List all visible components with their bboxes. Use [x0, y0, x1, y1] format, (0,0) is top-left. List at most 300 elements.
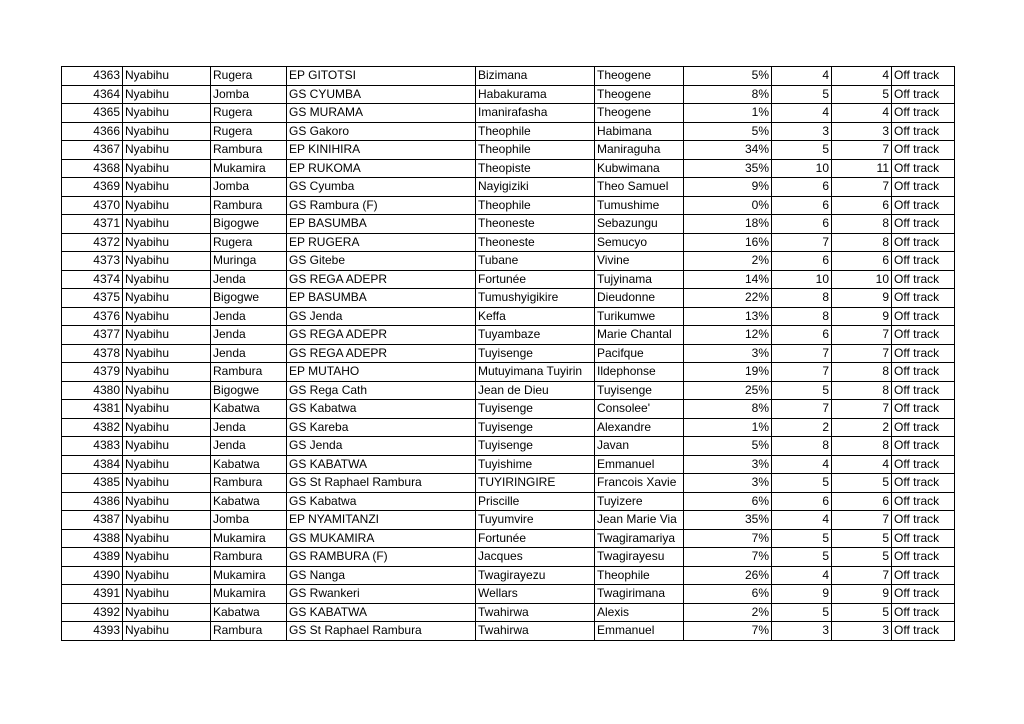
cell-school: EP BASUMBA — [287, 215, 476, 234]
cell-district: Nyabihu — [123, 400, 211, 419]
cell-score-a: 6 — [772, 492, 832, 511]
cell-last-name: Tuyishime — [476, 455, 595, 474]
cell-percent: 7% — [684, 529, 772, 548]
cell-district: Nyabihu — [123, 381, 211, 400]
cell-school: GS Kabatwa — [287, 492, 476, 511]
cell-row-id: 4387 — [62, 511, 123, 530]
cell-sector: Rambura — [211, 363, 287, 382]
cell-sector: Rambura — [211, 196, 287, 215]
cell-last-name: Jacques — [476, 548, 595, 567]
cell-first-name: Theogene — [595, 104, 684, 123]
cell-last-name: Theoneste — [476, 215, 595, 234]
cell-status: Off track — [892, 363, 955, 382]
cell-first-name: Ildephonse — [595, 363, 684, 382]
cell-school: GS Nanga — [287, 566, 476, 585]
cell-row-id: 4380 — [62, 381, 123, 400]
cell-score-b: 5 — [832, 548, 892, 567]
cell-status: Off track — [892, 603, 955, 622]
cell-school: GS Kareba — [287, 418, 476, 437]
cell-row-id: 4383 — [62, 437, 123, 456]
cell-percent: 6% — [684, 585, 772, 604]
cell-percent: 3% — [684, 474, 772, 493]
cell-percent: 25% — [684, 381, 772, 400]
table-row — [62, 178, 955, 197]
cell-score-a: 7 — [772, 233, 832, 252]
cell-first-name: Alexis — [595, 603, 684, 622]
cell-row-id: 4390 — [62, 566, 123, 585]
cell-last-name: Theoneste — [476, 233, 595, 252]
cell-first-name: Tuyizere — [595, 492, 684, 511]
cell-district: Nyabihu — [123, 104, 211, 123]
cell-row-id: 4369 — [62, 178, 123, 197]
cell-status: Off track — [892, 511, 955, 530]
cell-district: Nyabihu — [123, 363, 211, 382]
table-row — [62, 196, 955, 215]
cell-first-name: Maniraguha — [595, 141, 684, 160]
table-row — [62, 511, 955, 530]
table-row — [62, 585, 955, 604]
cell-percent: 9% — [684, 178, 772, 197]
cell-score-a: 6 — [772, 326, 832, 345]
cell-first-name: Theophile — [595, 566, 684, 585]
cell-last-name: Imanirafasha — [476, 104, 595, 123]
cell-status: Off track — [892, 215, 955, 234]
cell-score-b: 4 — [832, 67, 892, 86]
table-row — [62, 437, 955, 456]
cell-last-name: Tuyisenge — [476, 437, 595, 456]
cell-last-name: Twahirwa — [476, 622, 595, 641]
cell-percent: 7% — [684, 622, 772, 641]
cell-sector: Kabatwa — [211, 603, 287, 622]
cell-district: Nyabihu — [123, 307, 211, 326]
table-row — [62, 307, 955, 326]
cell-score-a: 6 — [772, 178, 832, 197]
data-table — [61, 66, 955, 641]
cell-school: GS REGA ADEPR — [287, 344, 476, 363]
cell-sector: Kabatwa — [211, 400, 287, 419]
cell-school: EP KINIHIRA — [287, 141, 476, 160]
table-row — [62, 252, 955, 271]
cell-first-name: Pacifque — [595, 344, 684, 363]
cell-first-name: Turikumwe — [595, 307, 684, 326]
cell-row-id: 4373 — [62, 252, 123, 271]
cell-percent: 2% — [684, 252, 772, 271]
cell-score-b: 8 — [832, 363, 892, 382]
cell-score-b: 9 — [832, 307, 892, 326]
cell-percent: 3% — [684, 344, 772, 363]
cell-first-name: Twagirimana — [595, 585, 684, 604]
cell-sector: Rugera — [211, 104, 287, 123]
cell-district: Nyabihu — [123, 622, 211, 641]
cell-school: GS Jenda — [287, 437, 476, 456]
cell-row-id: 4378 — [62, 344, 123, 363]
cell-first-name: Dieudonne — [595, 289, 684, 308]
cell-sector: Mukamira — [211, 585, 287, 604]
cell-row-id: 4393 — [62, 622, 123, 641]
table-row — [62, 381, 955, 400]
cell-school: GS REGA ADEPR — [287, 270, 476, 289]
cell-first-name: Tuyisenge — [595, 381, 684, 400]
cell-percent: 3% — [684, 455, 772, 474]
cell-last-name: Habakurama — [476, 85, 595, 104]
cell-row-id: 4375 — [62, 289, 123, 308]
cell-district: Nyabihu — [123, 196, 211, 215]
cell-last-name: Tumushyigikire — [476, 289, 595, 308]
cell-school: GS Rambura (F) — [287, 196, 476, 215]
cell-status: Off track — [892, 437, 955, 456]
cell-first-name: Consolee' — [595, 400, 684, 419]
cell-district: Nyabihu — [123, 585, 211, 604]
table-row — [62, 289, 955, 308]
cell-status: Off track — [892, 270, 955, 289]
cell-score-a: 5 — [772, 141, 832, 160]
table-row — [62, 548, 955, 567]
cell-score-a: 5 — [772, 529, 832, 548]
cell-district: Nyabihu — [123, 418, 211, 437]
cell-district: Nyabihu — [123, 492, 211, 511]
table-row — [62, 85, 955, 104]
cell-row-id: 4372 — [62, 233, 123, 252]
cell-district: Nyabihu — [123, 566, 211, 585]
cell-score-a: 4 — [772, 455, 832, 474]
cell-school: GS MUKAMIRA — [287, 529, 476, 548]
cell-score-b: 7 — [832, 178, 892, 197]
table-row — [62, 104, 955, 123]
cell-sector: Mukamira — [211, 566, 287, 585]
cell-school: EP MUTAHO — [287, 363, 476, 382]
cell-percent: 26% — [684, 566, 772, 585]
cell-school: GS Cyumba — [287, 178, 476, 197]
cell-first-name: Semucyo — [595, 233, 684, 252]
cell-score-b: 7 — [832, 566, 892, 585]
table-row — [62, 326, 955, 345]
cell-first-name: Twagirayesu — [595, 548, 684, 567]
cell-score-a: 5 — [772, 85, 832, 104]
cell-status: Off track — [892, 566, 955, 585]
cell-last-name: Tuyumvire — [476, 511, 595, 530]
cell-district: Nyabihu — [123, 289, 211, 308]
cell-sector: Jenda — [211, 326, 287, 345]
cell-score-b: 5 — [832, 529, 892, 548]
cell-sector: Rambura — [211, 474, 287, 493]
cell-percent: 35% — [684, 511, 772, 530]
cell-row-id: 4381 — [62, 400, 123, 419]
cell-district: Nyabihu — [123, 215, 211, 234]
cell-first-name: Habimana — [595, 122, 684, 141]
table-row — [62, 122, 955, 141]
cell-last-name: Tubane — [476, 252, 595, 271]
cell-last-name: Tuyisenge — [476, 400, 595, 419]
cell-score-b: 9 — [832, 585, 892, 604]
table-row — [62, 233, 955, 252]
table-row — [62, 141, 955, 160]
cell-school: GS St Raphael Rambura — [287, 474, 476, 493]
cell-school: GS St Raphael Rambura — [287, 622, 476, 641]
cell-row-id: 4391 — [62, 585, 123, 604]
cell-score-b: 3 — [832, 122, 892, 141]
cell-percent: 19% — [684, 363, 772, 382]
cell-first-name: Jean Marie Via — [595, 511, 684, 530]
cell-district: Nyabihu — [123, 141, 211, 160]
table-body — [62, 67, 955, 641]
cell-sector: Kabatwa — [211, 455, 287, 474]
cell-school: GS MURAMA — [287, 104, 476, 123]
cell-percent: 16% — [684, 233, 772, 252]
cell-percent: 8% — [684, 400, 772, 419]
cell-score-a: 3 — [772, 122, 832, 141]
cell-score-a: 10 — [772, 159, 832, 178]
cell-sector: Mukamira — [211, 159, 287, 178]
cell-last-name: Priscille — [476, 492, 595, 511]
cell-status: Off track — [892, 400, 955, 419]
cell-percent: 2% — [684, 603, 772, 622]
cell-school: GS Gitebe — [287, 252, 476, 271]
cell-last-name: Theophile — [476, 122, 595, 141]
cell-school: GS Rega Cath — [287, 381, 476, 400]
cell-district: Nyabihu — [123, 85, 211, 104]
cell-score-a: 5 — [772, 548, 832, 567]
cell-score-a: 7 — [772, 344, 832, 363]
cell-score-b: 8 — [832, 381, 892, 400]
cell-score-a: 5 — [772, 603, 832, 622]
cell-sector: Bigogwe — [211, 215, 287, 234]
cell-school: EP BASUMBA — [287, 289, 476, 308]
table-row — [62, 566, 955, 585]
cell-last-name: Mutuyimana Tuyirin — [476, 363, 595, 382]
cell-status: Off track — [892, 622, 955, 641]
cell-district: Nyabihu — [123, 474, 211, 493]
cell-last-name: Fortunée — [476, 529, 595, 548]
cell-status: Off track — [892, 344, 955, 363]
cell-last-name: Nayigiziki — [476, 178, 595, 197]
cell-score-b: 10 — [832, 270, 892, 289]
cell-last-name: Theophile — [476, 141, 595, 160]
table-row — [62, 159, 955, 178]
cell-row-id: 4382 — [62, 418, 123, 437]
cell-sector: Rugera — [211, 233, 287, 252]
cell-district: Nyabihu — [123, 270, 211, 289]
cell-sector: Jomba — [211, 511, 287, 530]
cell-school: GS KABATWA — [287, 603, 476, 622]
cell-district: Nyabihu — [123, 455, 211, 474]
cell-status: Off track — [892, 196, 955, 215]
table-row — [62, 622, 955, 641]
table-row — [62, 270, 955, 289]
cell-last-name: Theopiste — [476, 159, 595, 178]
cell-status: Off track — [892, 492, 955, 511]
cell-school: EP NYAMITANZI — [287, 511, 476, 530]
cell-district: Nyabihu — [123, 603, 211, 622]
cell-status: Off track — [892, 233, 955, 252]
cell-score-b: 7 — [832, 344, 892, 363]
cell-district: Nyabihu — [123, 529, 211, 548]
cell-status: Off track — [892, 529, 955, 548]
cell-sector: Jenda — [211, 270, 287, 289]
cell-row-id: 4376 — [62, 307, 123, 326]
table-row — [62, 492, 955, 511]
cell-last-name: Theophile — [476, 196, 595, 215]
cell-percent: 12% — [684, 326, 772, 345]
cell-first-name: Theogene — [595, 67, 684, 86]
cell-first-name: Twagiramariya — [595, 529, 684, 548]
cell-score-b: 9 — [832, 289, 892, 308]
cell-score-b: 4 — [832, 455, 892, 474]
cell-sector: Muringa — [211, 252, 287, 271]
cell-percent: 13% — [684, 307, 772, 326]
cell-sector: Rugera — [211, 122, 287, 141]
cell-district: Nyabihu — [123, 548, 211, 567]
cell-score-b: 7 — [832, 511, 892, 530]
table-row — [62, 215, 955, 234]
cell-row-id: 4365 — [62, 104, 123, 123]
cell-sector: Jenda — [211, 344, 287, 363]
cell-score-a: 2 — [772, 418, 832, 437]
cell-status: Off track — [892, 585, 955, 604]
cell-score-a: 3 — [772, 622, 832, 641]
cell-status: Off track — [892, 455, 955, 474]
cell-percent: 5% — [684, 122, 772, 141]
cell-score-b: 5 — [832, 85, 892, 104]
cell-sector: Kabatwa — [211, 492, 287, 511]
cell-district: Nyabihu — [123, 511, 211, 530]
cell-school: GS Kabatwa — [287, 400, 476, 419]
cell-score-b: 2 — [832, 418, 892, 437]
cell-school: GS RAMBURA (F) — [287, 548, 476, 567]
cell-score-b: 7 — [832, 326, 892, 345]
cell-first-name: Theogene — [595, 85, 684, 104]
cell-school: GS Rwankeri — [287, 585, 476, 604]
cell-score-b: 6 — [832, 196, 892, 215]
cell-percent: 8% — [684, 85, 772, 104]
cell-first-name: Francois Xavie — [595, 474, 684, 493]
cell-sector: Jenda — [211, 437, 287, 456]
cell-district: Nyabihu — [123, 252, 211, 271]
cell-first-name: Emmanuel — [595, 622, 684, 641]
cell-school: EP RUGERA — [287, 233, 476, 252]
cell-row-id: 4392 — [62, 603, 123, 622]
cell-score-b: 8 — [832, 437, 892, 456]
cell-status: Off track — [892, 326, 955, 345]
cell-last-name: Wellars — [476, 585, 595, 604]
cell-status: Off track — [892, 159, 955, 178]
cell-score-a: 7 — [772, 363, 832, 382]
table-row — [62, 474, 955, 493]
cell-first-name: Kubwimana — [595, 159, 684, 178]
cell-row-id: 4384 — [62, 455, 123, 474]
cell-score-a: 6 — [772, 252, 832, 271]
cell-percent: 1% — [684, 418, 772, 437]
cell-percent: 7% — [684, 548, 772, 567]
cell-score-b: 5 — [832, 474, 892, 493]
cell-row-id: 4370 — [62, 196, 123, 215]
cell-percent: 5% — [684, 67, 772, 86]
cell-last-name: Fortunée — [476, 270, 595, 289]
cell-first-name: Theo Samuel — [595, 178, 684, 197]
cell-district: Nyabihu — [123, 326, 211, 345]
cell-status: Off track — [892, 104, 955, 123]
cell-last-name: Tuyisenge — [476, 418, 595, 437]
cell-status: Off track — [892, 548, 955, 567]
table-row — [62, 529, 955, 548]
cell-percent: 35% — [684, 159, 772, 178]
cell-sector: Jomba — [211, 178, 287, 197]
cell-score-a: 4 — [772, 104, 832, 123]
cell-row-id: 4366 — [62, 122, 123, 141]
cell-status: Off track — [892, 141, 955, 160]
cell-sector: Jenda — [211, 418, 287, 437]
table-row — [62, 418, 955, 437]
cell-first-name: Javan — [595, 437, 684, 456]
cell-score-a: 4 — [772, 566, 832, 585]
cell-school: EP GITOTSI — [287, 67, 476, 86]
cell-score-a: 4 — [772, 67, 832, 86]
cell-first-name: Marie Chantal — [595, 326, 684, 345]
cell-row-id: 4386 — [62, 492, 123, 511]
cell-score-a: 9 — [772, 585, 832, 604]
cell-percent: 14% — [684, 270, 772, 289]
cell-score-b: 8 — [832, 233, 892, 252]
cell-district: Nyabihu — [123, 178, 211, 197]
cell-percent: 34% — [684, 141, 772, 160]
cell-status: Off track — [892, 122, 955, 141]
cell-score-a: 6 — [772, 215, 832, 234]
cell-score-a: 8 — [772, 437, 832, 456]
cell-sector: Rambura — [211, 622, 287, 641]
cell-first-name: Sebazungu — [595, 215, 684, 234]
cell-last-name: Bizimana — [476, 67, 595, 86]
cell-school: GS CYUMBA — [287, 85, 476, 104]
cell-score-a: 5 — [772, 474, 832, 493]
cell-district: Nyabihu — [123, 122, 211, 141]
cell-score-b: 7 — [832, 400, 892, 419]
cell-district: Nyabihu — [123, 67, 211, 86]
cell-status: Off track — [892, 474, 955, 493]
cell-status: Off track — [892, 85, 955, 104]
cell-sector: Mukamira — [211, 529, 287, 548]
cell-score-b: 11 — [832, 159, 892, 178]
cell-last-name: Keffa — [476, 307, 595, 326]
cell-sector: Jomba — [211, 85, 287, 104]
cell-row-id: 4377 — [62, 326, 123, 345]
cell-sector: Rambura — [211, 548, 287, 567]
cell-score-a: 10 — [772, 270, 832, 289]
cell-status: Off track — [892, 178, 955, 197]
cell-sector: Bigogwe — [211, 381, 287, 400]
cell-row-id: 4363 — [62, 67, 123, 86]
cell-first-name: Tujyinama — [595, 270, 684, 289]
cell-school: GS Jenda — [287, 307, 476, 326]
cell-sector: Jenda — [211, 307, 287, 326]
cell-last-name: Twahirwa — [476, 603, 595, 622]
cell-district: Nyabihu — [123, 437, 211, 456]
cell-school: GS REGA ADEPR — [287, 326, 476, 345]
cell-last-name: TUYIRINGIRE — [476, 474, 595, 493]
cell-row-id: 4379 — [62, 363, 123, 382]
cell-status: Off track — [892, 381, 955, 400]
cell-school: GS Gakoro — [287, 122, 476, 141]
cell-row-id: 4389 — [62, 548, 123, 567]
table-row — [62, 455, 955, 474]
cell-score-b: 8 — [832, 215, 892, 234]
cell-row-id: 4368 — [62, 159, 123, 178]
cell-score-b: 6 — [832, 252, 892, 271]
cell-score-a: 5 — [772, 381, 832, 400]
cell-status: Off track — [892, 418, 955, 437]
cell-score-b: 4 — [832, 104, 892, 123]
cell-district: Nyabihu — [123, 233, 211, 252]
cell-district: Nyabihu — [123, 344, 211, 363]
cell-score-a: 8 — [772, 289, 832, 308]
